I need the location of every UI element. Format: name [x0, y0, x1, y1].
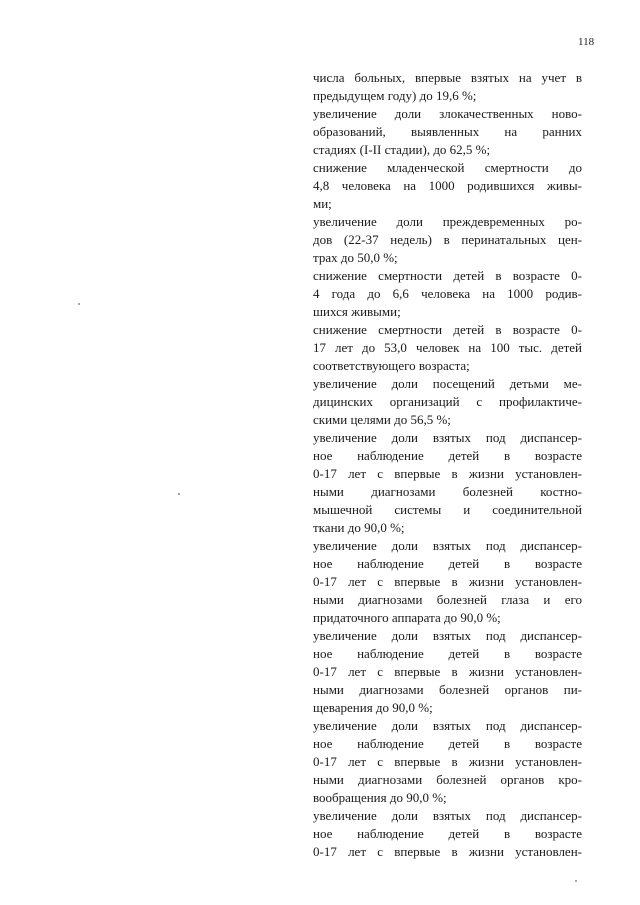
text-line: щеварения до 90,0 %;	[313, 700, 433, 715]
text-line: 0-17 лет с впервые в жизни установлен-	[313, 574, 582, 589]
text-line: ными диагнозами болезней глаза и его	[313, 592, 582, 607]
text-line: числа больных, впервые взятых на учет в	[313, 70, 582, 85]
text-line: дов (22-37 недель) в перинатальных цен-	[313, 232, 582, 247]
text-line: ными диагнозами болезней органов пи-	[313, 682, 582, 697]
text-line: ное наблюдение детей в возрасте	[313, 448, 582, 463]
text-line: ное наблюдение детей в возрасте	[313, 646, 582, 661]
text-line: ное наблюдение детей в возрасте	[313, 826, 582, 841]
text-line: 0-17 лет с впервые в жизни установлен-	[313, 844, 582, 859]
text-line: 0-17 лет с впервые в жизни установлен-	[313, 754, 582, 769]
text-line: увеличение доли преждевременных ро-	[313, 214, 582, 229]
text-line: соответствующего возраста;	[313, 358, 470, 373]
text-line: снижение смертности детей в возрасте 0-	[313, 268, 582, 283]
text-line: 0-17 лет с впервые в жизни установлен-	[313, 466, 582, 481]
text-line: увеличение доли взятых под диспансер-	[313, 538, 582, 553]
text-line: дицинских организаций с профилактиче-	[313, 394, 582, 409]
text-line: стадиях (I-II стадии), до 62,5 %;	[313, 142, 491, 157]
text-line: образований, выявленных на ранних	[313, 124, 582, 139]
text-line: шихся живыми;	[313, 304, 401, 319]
scan-speck	[178, 493, 180, 495]
text-line: 17 лет до 53,0 человек на 100 тыс. детей	[313, 340, 582, 355]
text-line: увеличение доли взятых под диспансер-	[313, 628, 582, 643]
text-line: снижение младенческой смертности до	[313, 160, 582, 175]
text-line: мышечной системы и соединительной	[313, 502, 582, 517]
text-line: ное наблюдение детей в возрасте	[313, 556, 582, 571]
text-line: 0-17 лет с впервые в жизни установлен-	[313, 664, 582, 679]
text-line: скими целями до 56,5 %;	[313, 412, 451, 427]
text-line: 4 года до 6,6 человека на 1000 родив-	[313, 286, 582, 301]
text-line: ми;	[313, 196, 332, 211]
text-line: снижение смертности детей в возрасте 0-	[313, 322, 582, 337]
text-line: ное наблюдение детей в возрасте	[313, 736, 582, 751]
text-line: увеличение доли взятых под диспансер-	[313, 808, 582, 823]
scan-speck	[78, 303, 80, 305]
text-line: придаточного аппарата до 90,0 %;	[313, 610, 501, 625]
text-line: ткани до 90,0 %;	[313, 520, 405, 535]
text-line: предыдущем году) до 19,6 %;	[313, 88, 477, 103]
text-line: ными диагнозами болезней органов кро-	[313, 772, 582, 787]
text-line: 4,8 человека на 1000 родившихся живы-	[313, 178, 582, 193]
text-line: ными диагнозами болезней костно-	[313, 484, 582, 499]
text-line: увеличение доли посещений детьми ме-	[313, 376, 582, 391]
scan-speck	[575, 880, 577, 882]
text-line: увеличение доли злокачественных ново-	[313, 106, 582, 121]
text-line: вообращения до 90,0 %;	[313, 790, 447, 805]
text-line: увеличение доли взятых под диспансер-	[313, 430, 582, 445]
text-column	[313, 69, 582, 861]
page-number: 118	[578, 36, 595, 48]
text-line: трах до 50,0 %;	[313, 250, 398, 265]
text-line: увеличение доли взятых под диспансер-	[313, 718, 582, 733]
